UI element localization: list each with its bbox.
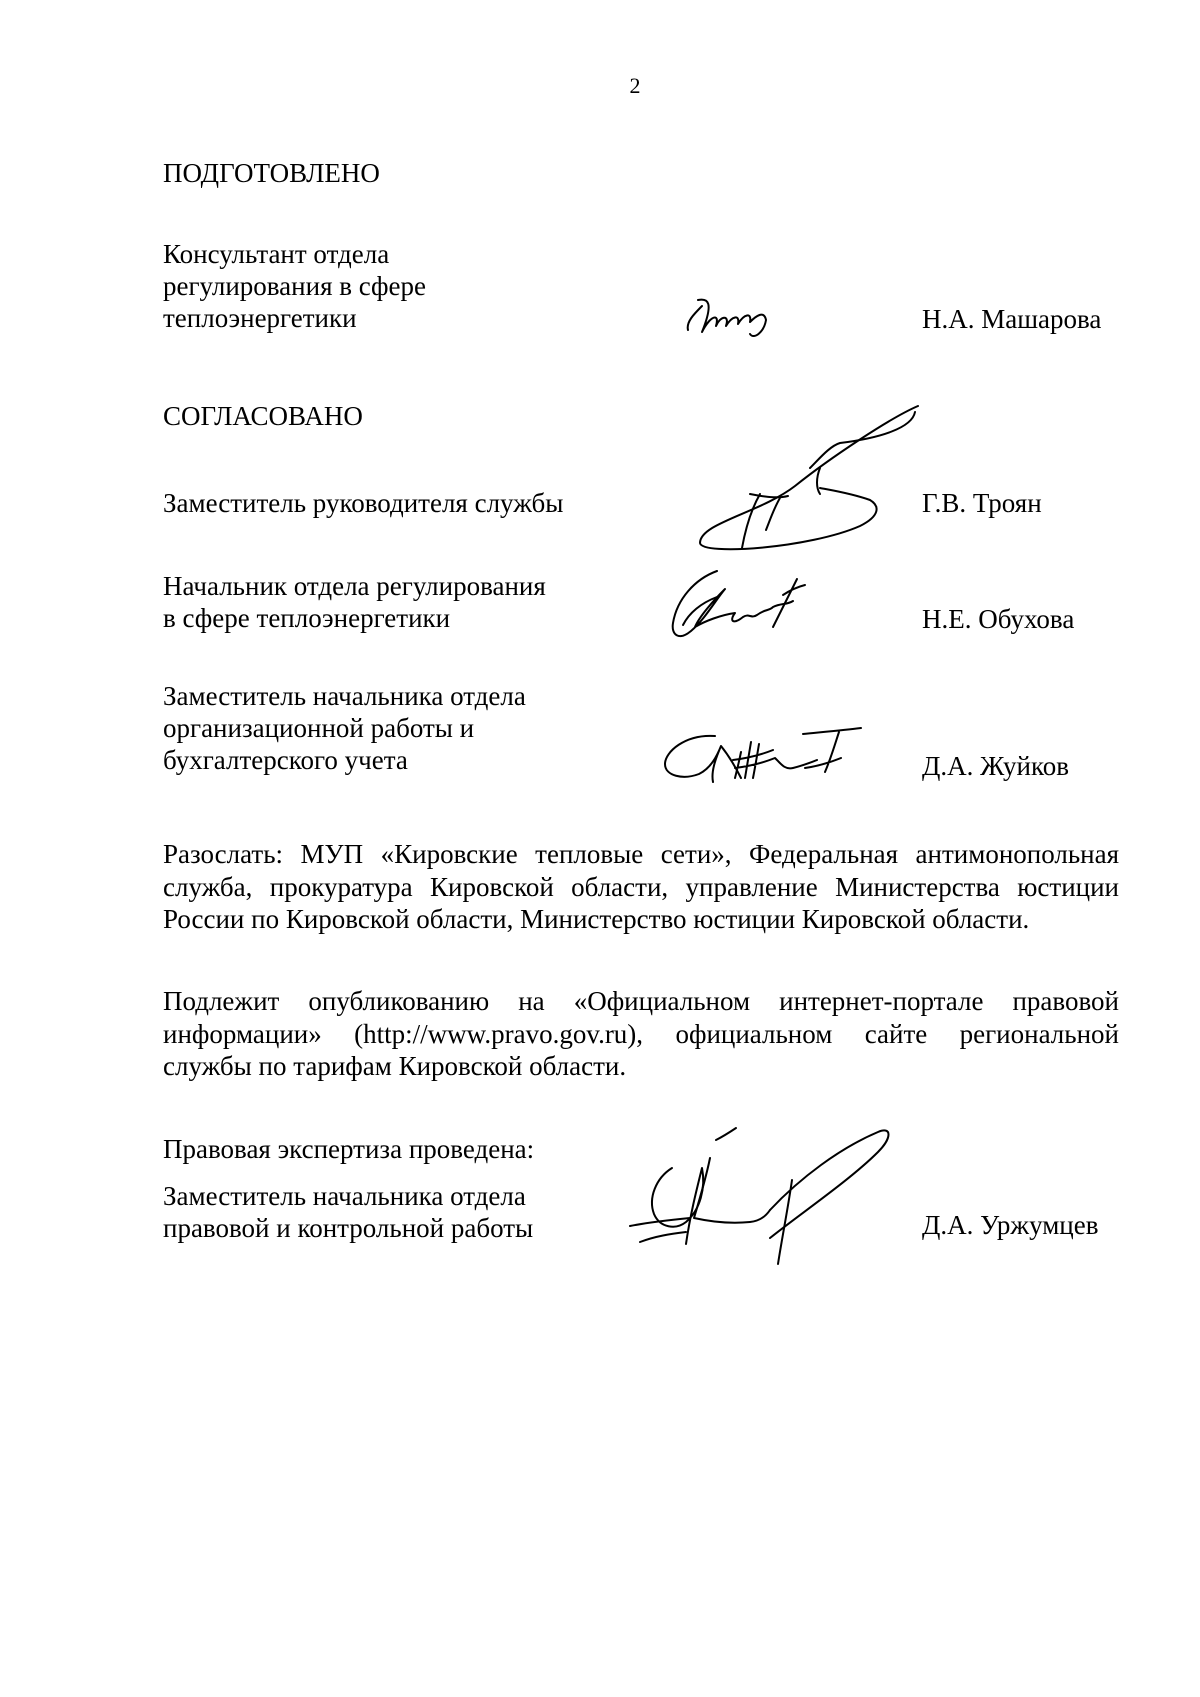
signature-obukhova <box>665 565 835 645</box>
distribution-line: Разослать: МУП «Кировские тепловые сети», Федеральная антимонопольная <box>163 839 1119 869</box>
agreed-position-2 <box>163 570 546 634</box>
publication-paragraph <box>163 985 1119 1083</box>
prepared-heading: ПОДГОТОВЛЕНО <box>163 158 380 188</box>
position-line: теплоэнергетики <box>163 303 357 333</box>
legal-review-label: Правовая экспертиза проведена: <box>163 1134 535 1164</box>
position-line: Заместитель начальника отдела <box>163 681 526 711</box>
position-line: бухгалтерского учета <box>163 745 408 775</box>
signature-troyan <box>680 398 930 558</box>
publication-line: информации» (http://www.pravo.gov.ru), официальном сайте региональной <box>163 1018 1119 1049</box>
position-line: организационной работы и <box>163 713 475 743</box>
agreed-position-1 <box>163 487 563 519</box>
position-line: регулирования в сфере <box>163 271 427 301</box>
prepared-name: Н.А. Машарова <box>922 304 1102 334</box>
signature-masharova <box>680 292 800 342</box>
distribution-line: России по Кировской области, Министерство юстиции Кировской области. <box>163 904 1030 934</box>
legal-review-position <box>163 1180 533 1244</box>
publication-line: Подлежит опубликованию на «Официальном интернет-портале правовой <box>163 986 1119 1016</box>
agreed-name-2: Н.Е. Обухова <box>922 604 1075 634</box>
position-line: Консультант отдела <box>163 239 390 269</box>
legal-review-name: Д.А. Уржумцев <box>922 1210 1099 1240</box>
signature-zhuykov <box>655 722 875 792</box>
publication-line: службы по тарифам Кировской области. <box>163 1051 627 1081</box>
prepared-position <box>163 238 426 334</box>
position-line: Начальник отдела регулирования <box>163 571 546 601</box>
agreed-heading: СОГЛАСОВАНО <box>163 401 363 431</box>
distribution-line: служба, прокуратура Кировской области, управление Министерства юстиции <box>163 871 1119 902</box>
position-line: в сфере теплоэнергетики <box>163 603 451 633</box>
agreed-name-3: Д.А. Жуйков <box>922 751 1069 781</box>
page-number: 2 <box>629 73 641 98</box>
signature-urzhumtsev <box>620 1118 900 1268</box>
agreed-position-3 <box>163 680 526 776</box>
position-line: Заместитель руководителя службы <box>163 488 564 518</box>
distribution-paragraph <box>163 838 1119 936</box>
agreed-name-1: Г.В. Троян <box>922 488 1042 518</box>
position-line: Заместитель начальника отдела <box>163 1181 526 1211</box>
position-line: правовой и контрольной работы <box>163 1213 534 1243</box>
